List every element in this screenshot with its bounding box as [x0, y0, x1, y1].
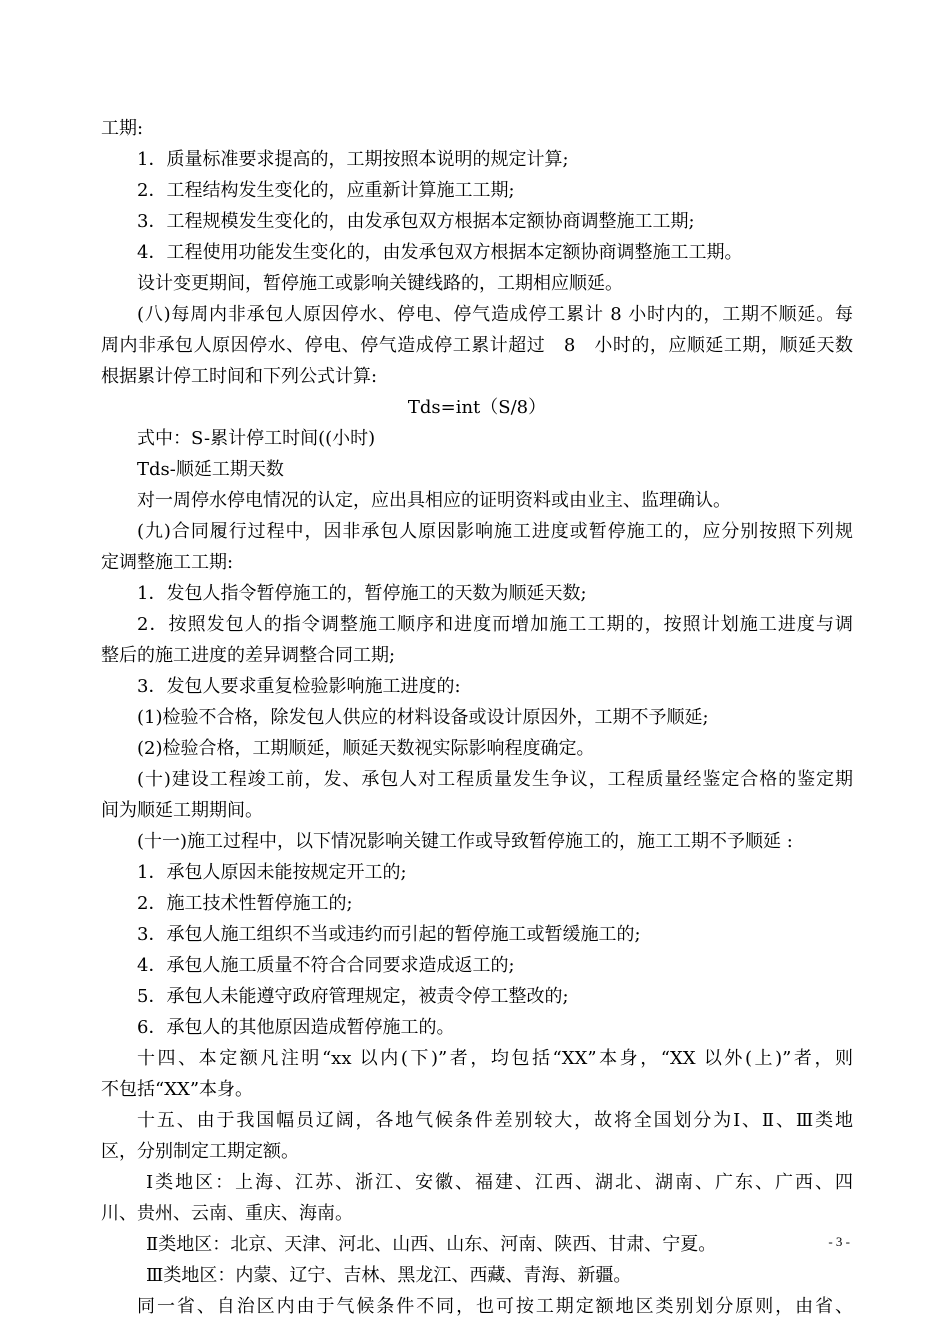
text-line: Ⅰ类地区：上海、江苏、浙江、安徽、福建、江西、湖北、湖南、广东、广西、四 [146, 1172, 853, 1193]
text-line: (2)检验合格，工期顺延，顺延天数视实际影响程度确定。 [137, 738, 595, 759]
text-line: Tds=int（S/8） [407, 397, 547, 418]
text-line: (九)合同履行过程中，因非承包人原因影响施工进度或暂停施工的，应分别按照下列规 [137, 521, 853, 542]
text-line: (1)检验不合格，除发包人供应的材料设备或设计原因外，工期不予顺延; [137, 707, 709, 728]
text-line: 不包括“XX”本身。 [101, 1079, 254, 1100]
text-line: (十)建设工程竣工前，发、承包人对工程质量发生争议，工程质量经鉴定合格的鉴定期 [137, 769, 853, 790]
text-line: (八)每周内非承包人原因停水、停电、停气造成停工累计 8 小时内的，工期不顺延。每 [137, 304, 853, 325]
text-line: 4．工程使用功能发生变化的，由发承包双方根据本定额协商调整施工工期。 [137, 242, 743, 263]
document-body [101, 113, 853, 1322]
text-line: 2．施工技术性暂停施工的; [137, 893, 353, 914]
text-line: Ⅱ类地区：北京、天津、河北、山西、山东、河南、陕西、甘肃、宁夏。 [146, 1234, 717, 1255]
text-line: 3．发包人要求重复检验影响施工进度的: [137, 676, 461, 697]
text-line: 十五、由于我国幅员辽阔，各地气候条件差别较大，故将全国划分为Ⅰ、Ⅱ、Ⅲ类地 [137, 1110, 853, 1131]
text-line: 2．工程结构发生变化的，应重新计算施工工期; [137, 180, 515, 201]
text-line: 整后的施工进度的差异调整合同工期; [101, 645, 396, 666]
text-line: 工期: [101, 118, 144, 139]
text-line: 6．承包人的其他原因造成暂停施工的。 [137, 1017, 455, 1038]
text-line: 周内非承包人原因停水、停电、停气造成停工累计超过 8 小时的，应顺延工期，顺延天数 [101, 335, 853, 356]
text-line: 3．工程规模发生变化的，由发承包双方根据本定额协商调整施工工期; [137, 211, 695, 232]
text-line: 5．承包人未能遵守政府管理规定，被责令停工整改的; [137, 986, 569, 1007]
text-line: 间为顺延工期期间。 [101, 800, 263, 821]
text-line: Tds-顺延工期天数 [137, 459, 284, 480]
text-line: 同一省、自治区内由于气候条件不同，也可按工期定额地区类别划分原则，由省、 [137, 1296, 853, 1317]
text-line: 定调整施工工期: [101, 552, 234, 573]
text-line: 2．按照发包人的指令调整施工顺序和进度而增加施工工期的，按照计划施工进度与调 [137, 614, 853, 635]
text-line: 3．承包人施工组织不当或违约而引起的暂停施工或暂缓施工的; [137, 924, 641, 945]
text-line: 根据累计停工时间和下列公式计算: [101, 366, 378, 387]
text-line: 设计变更期间，暂停施工或影响关键线路的，工期相应顺延。 [137, 273, 623, 294]
text-line: 川、贵州、云南、重庆、海南。 [101, 1203, 353, 1224]
text-line: 十四、本定额凡注明“xx 以内(下)”者，均包括“XX”本身，“XX 以外(上)”者，则 [137, 1048, 853, 1069]
text-line: 1．质量标准要求提高的，工期按照本说明的规定计算; [137, 149, 569, 170]
text-line: 4．承包人施工质量不符合合同要求造成返工的; [137, 955, 515, 976]
text-line: 1．承包人原因未能按规定开工的; [137, 862, 407, 883]
text-line: 1．发包人指令暂停施工的，暂停施工的天数为顺延天数; [137, 583, 587, 604]
text-line: 区，分别制定工期定额。 [101, 1141, 299, 1162]
text-line: Ⅲ类地区：内蒙、辽宁、吉林、黑龙江、西藏、青海、新疆。 [146, 1265, 632, 1286]
page-number: - 3 - [828, 1234, 850, 1249]
text-line: 对一周停水停电情况的认定，应出具相应的证明资料或由业主、监理确认。 [137, 490, 731, 511]
text-line: (十一)施工过程中，以下情况影响关键工作或导致暂停施工的，施工工期不予顺延 : [137, 831, 793, 852]
text-line: 式中：S-累计停工时间((小时) [137, 428, 376, 449]
